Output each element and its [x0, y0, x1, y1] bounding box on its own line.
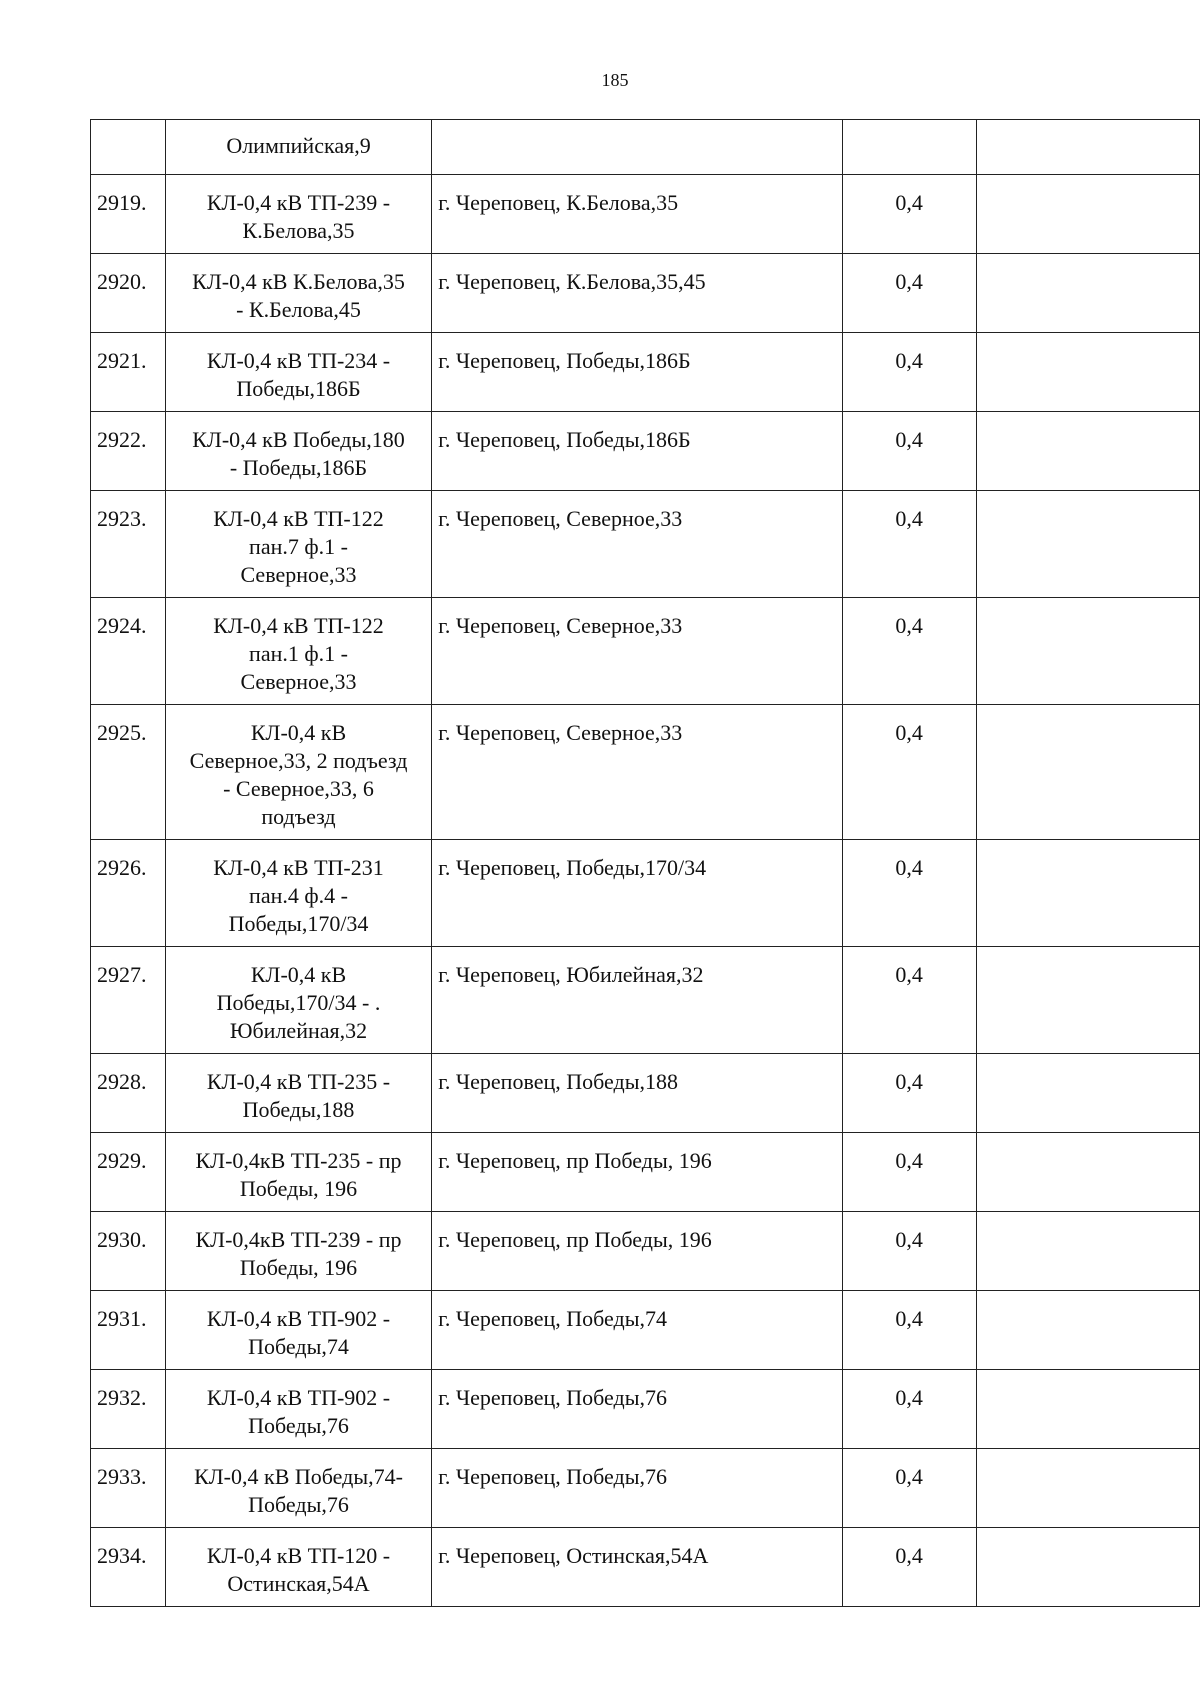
- cell-extra: [976, 1528, 1199, 1607]
- cell-address: г. Череповец, Северное,33: [432, 598, 842, 705]
- cell-voltage: 0,4: [842, 412, 976, 491]
- object-name-line: КЛ-0,4 кВ К.Белова,35: [192, 269, 405, 294]
- object-name-line: - Северное,33, 6: [223, 776, 374, 801]
- object-name-line: Юбилейная,32: [229, 1018, 368, 1043]
- cell-extra: [976, 1212, 1199, 1291]
- cell-voltage: 0,4: [842, 1133, 976, 1212]
- cell-number: 2919.: [91, 175, 166, 254]
- object-name-line: КЛ-0,4 кВ ТП-122: [213, 506, 384, 531]
- table-row: [91, 1449, 1200, 1528]
- cell-number: 2930.: [91, 1212, 166, 1291]
- cell-object-name: [165, 1449, 432, 1528]
- cell-voltage: 0,4: [842, 175, 976, 254]
- object-name-line: КЛ-0,4 кВ ТП-122: [213, 613, 384, 638]
- cell-number: 2933.: [91, 1449, 166, 1528]
- cell-voltage: 0,4: [842, 491, 976, 598]
- cell-number: 2929.: [91, 1133, 166, 1212]
- cell-object-name: Олимпийская,9: [165, 120, 432, 175]
- cell-number: 2932.: [91, 1370, 166, 1449]
- table-row: [91, 491, 1200, 598]
- object-name-line: КЛ-0,4 кВ ТП-902 -: [206, 1385, 391, 1410]
- table-row: [91, 1370, 1200, 1449]
- cell-extra: [976, 491, 1199, 598]
- registry-table-body: [91, 120, 1200, 1607]
- cell-extra: [976, 840, 1199, 947]
- cell-address: [432, 120, 842, 175]
- object-name-line: КЛ-0,4 кВ ТП-235 -: [206, 1069, 391, 1094]
- object-name-line: КЛ-0,4 кВ Победы,180: [192, 427, 405, 452]
- cell-voltage: [842, 120, 976, 175]
- table-row: [91, 598, 1200, 705]
- object-name-line: КЛ-0,4кВ ТП-235 - пр: [195, 1148, 402, 1173]
- cell-extra: [976, 175, 1199, 254]
- cell-extra: [976, 1054, 1199, 1133]
- cell-address: г. Череповец, Победы,74: [432, 1291, 842, 1370]
- object-name-line: КЛ-0,4 кВ ТП-120 -: [206, 1543, 391, 1568]
- object-name-line: Победы, 196: [239, 1176, 358, 1201]
- cell-address: г. Череповец, Юбилейная,32: [432, 947, 842, 1054]
- cell-extra: [976, 947, 1199, 1054]
- cell-number: 2925.: [91, 705, 166, 840]
- registry-table: [90, 119, 1200, 1607]
- table-row: [91, 254, 1200, 333]
- table-row: [91, 1054, 1200, 1133]
- object-name-line: Победы,76: [248, 1492, 349, 1517]
- object-name-line: пан.1 ф.1 -: [249, 641, 348, 666]
- cell-voltage: 0,4: [842, 1291, 976, 1370]
- table-row: [91, 333, 1200, 412]
- cell-object-name: [165, 1528, 432, 1607]
- cell-address: г. Череповец, Победы,170/34: [432, 840, 842, 947]
- object-name-line: Победы,170/34: [228, 911, 369, 936]
- cell-number: 2921.: [91, 333, 166, 412]
- cell-object-name: [165, 840, 432, 947]
- cell-voltage: 0,4: [842, 1212, 976, 1291]
- object-name-line: - Победы,186Б: [229, 455, 368, 480]
- cell-extra: [976, 120, 1199, 175]
- object-name-line: КЛ-0,4 кВ: [250, 962, 347, 987]
- table-row: [91, 947, 1200, 1054]
- cell-address: г. Череповец, Победы,186Б: [432, 412, 842, 491]
- cell-extra: [976, 598, 1199, 705]
- object-name-line: КЛ-0,4 кВ ТП-231: [213, 855, 384, 880]
- cell-object-name: [165, 333, 432, 412]
- object-name-line: Победы,74: [248, 1334, 349, 1359]
- cell-object-name: [165, 491, 432, 598]
- cell-extra: [976, 412, 1199, 491]
- cell-extra: [976, 254, 1199, 333]
- object-name-line: КЛ-0,4кВ ТП-239 - пр: [195, 1227, 402, 1252]
- table-row: [91, 412, 1200, 491]
- cell-object-name: [165, 705, 432, 840]
- cell-number: 2928.: [91, 1054, 166, 1133]
- table-row: [91, 840, 1200, 947]
- cell-address: г. Череповец, Северное,33: [432, 705, 842, 840]
- cell-number: 2924.: [91, 598, 166, 705]
- object-name-line: Победы, 196: [239, 1255, 358, 1280]
- object-name-line: Победы,76: [248, 1413, 349, 1438]
- cell-address: г. Череповец, Победы,76: [432, 1370, 842, 1449]
- cell-address: г. Череповец, Победы,76: [432, 1449, 842, 1528]
- cell-extra: [976, 1133, 1199, 1212]
- cell-object-name: [165, 175, 432, 254]
- cell-address: г. Череповец, пр Победы, 196: [432, 1133, 842, 1212]
- cell-extra: [976, 1291, 1199, 1370]
- object-name-line: Остинская,54А: [227, 1571, 370, 1596]
- cell-address: г. Череповец, пр Победы, 196: [432, 1212, 842, 1291]
- cell-number: 2922.: [91, 412, 166, 491]
- cell-address: г. Череповец, Победы,186Б: [432, 333, 842, 412]
- table-row: [91, 1291, 1200, 1370]
- cell-voltage: 0,4: [842, 1054, 976, 1133]
- cell-extra: [976, 1370, 1199, 1449]
- object-name-line: КЛ-0,4 кВ Победы,74-: [194, 1464, 403, 1489]
- cell-address: г. Череповец, Победы,188: [432, 1054, 842, 1133]
- cell-address: г. Череповец, Остинская,54А: [432, 1528, 842, 1607]
- cell-number: 2926.: [91, 840, 166, 947]
- cell-address: г. Череповец, Северное,33: [432, 491, 842, 598]
- cell-voltage: 0,4: [842, 254, 976, 333]
- table-row: [91, 1133, 1200, 1212]
- table-row: [91, 175, 1200, 254]
- cell-voltage: 0,4: [842, 333, 976, 412]
- cell-voltage: 0,4: [842, 840, 976, 947]
- cell-object-name: [165, 1212, 432, 1291]
- cell-object-name: [165, 1133, 432, 1212]
- cell-voltage: 0,4: [842, 1528, 976, 1607]
- table-row: [91, 1212, 1200, 1291]
- cell-voltage: 0,4: [842, 1370, 976, 1449]
- cell-object-name: [165, 947, 432, 1054]
- page-number: 185: [601, 70, 629, 90]
- cell-object-name: [165, 1054, 432, 1133]
- cell-number: 2931.: [91, 1291, 166, 1370]
- cell-object-name: [165, 1291, 432, 1370]
- cell-extra: [976, 705, 1199, 840]
- cell-object-name: [165, 254, 432, 333]
- table-row: [91, 705, 1200, 840]
- cell-object-name: [165, 1370, 432, 1449]
- object-name-line: подъезд: [261, 804, 336, 829]
- cell-voltage: 0,4: [842, 947, 976, 1054]
- object-name-line: Победы,170/34 - .: [216, 990, 381, 1015]
- cell-extra: [976, 333, 1199, 412]
- object-name-line: пан.4 ф.4 -: [249, 883, 348, 908]
- table-row: [91, 1528, 1200, 1607]
- object-name-line: - К.Белова,45: [236, 297, 361, 322]
- cell-voltage: 0,4: [842, 705, 976, 840]
- cell-object-name: [165, 412, 432, 491]
- cell-object-name: [165, 598, 432, 705]
- object-name-line: КЛ-0,4 кВ ТП-902 -: [206, 1306, 391, 1331]
- object-name-line: КЛ-0,4 кВ: [250, 720, 347, 745]
- cell-address: г. Череповец, К.Белова,35: [432, 175, 842, 254]
- cell-voltage: 0,4: [842, 1449, 976, 1528]
- cell-number: 2923.: [91, 491, 166, 598]
- object-name-line: Победы,188: [242, 1097, 355, 1122]
- cell-voltage: 0,4: [842, 598, 976, 705]
- object-name-line: Северное,33, 2 подъезд: [189, 748, 408, 773]
- object-name-line: Победы,186Б: [236, 376, 361, 401]
- cell-number: 2934.: [91, 1528, 166, 1607]
- object-name-line: КЛ-0,4 кВ ТП-234 -: [206, 348, 391, 373]
- object-name-line: К.Белова,35: [242, 218, 355, 243]
- cell-number: 2920.: [91, 254, 166, 333]
- cell-number: 2927.: [91, 947, 166, 1054]
- cell-address: г. Череповец, К.Белова,35,45: [432, 254, 842, 333]
- object-name-line: КЛ-0,4 кВ ТП-239 -: [206, 190, 391, 215]
- table-row-continuation: [91, 120, 1200, 175]
- cell-number: [91, 120, 166, 175]
- object-name-line: пан.7 ф.1 -: [249, 534, 348, 559]
- cell-extra: [976, 1449, 1199, 1528]
- object-name-line: Северное,33: [240, 669, 357, 694]
- object-name-line: Северное,33: [240, 562, 357, 587]
